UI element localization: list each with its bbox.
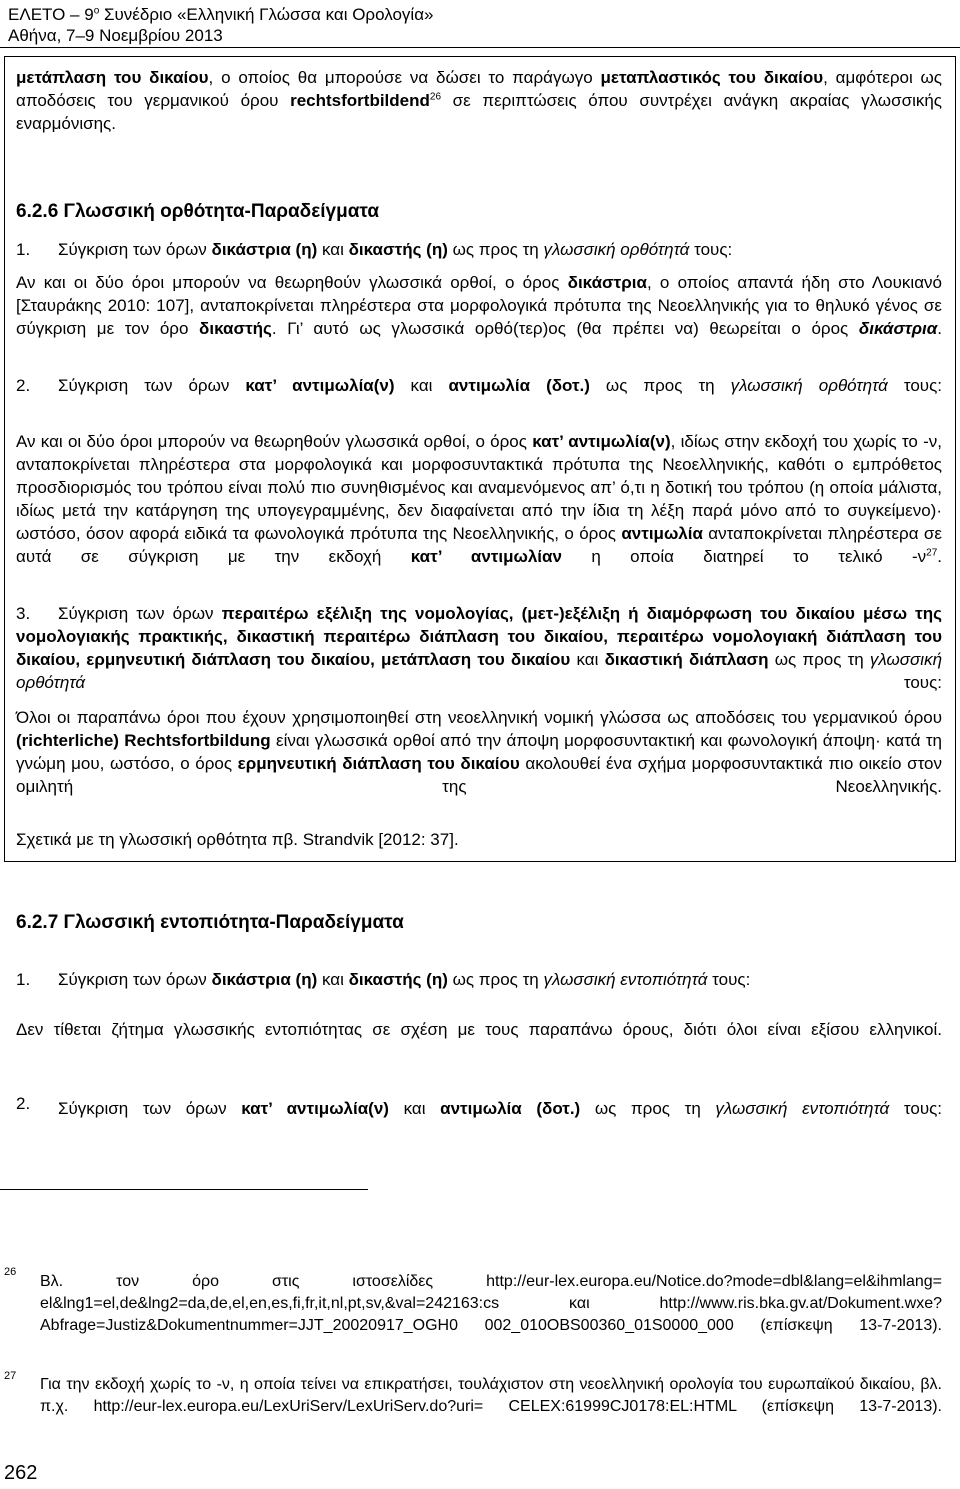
locality-item-2-num: 2.: [16, 1094, 31, 1113]
footnote-rule: [0, 1189, 368, 1190]
footnote-27-marker: 27: [4, 1370, 17, 1382]
item-2-paragraph: Αν και οι δύο όροι μπορούν να θεωρηθούν γλωσσικά ορθοί, ο όρος κατ’ αντιμωλία(ν), ιδίως στην εκδοχή του χωρίς το -ν, ανταποκρίνεται πληρέστερα στα μορφολογικά και μορφοσυντακτικά πρότυπα της Νεοελληνικής, καθότι ο εμπρόθετος προσδιορισμός του τρόπου είναι πολύ πιο συνηθισμένος και αναμενόμενος απ’ ό,τι η δοτική του τρόπου (η οποία μάλιστα, ιδίως μετά την κατάργηση της υπογεγραμμένης, δεν διαφαίνεται από την ίδια τη λέξη παρά μόνο από το συγκείμενο)· ωστόσο, όσον αφορά ειδικά τα φωνολογικά πρότυπα της Νεοελληνικής, ο όρος αντιμωλία ανταποκρίνεται πληρέστερα σε αυτά σε σύγκριση με την εκδοχή κατ’ αντιμωλίαν η οποία διατηρεί το τελικό $-\nu^{27}$.: [16, 432, 942, 566]
section-heading-locality: 6.2.7 Γλωσσική εντοπιότητα-Παραδείγματα: [16, 912, 404, 933]
footnote-26: Βλ. τον όρο στις ιστοσελίδες http://eur-lex.europa.eu/Notice.do?mode=dbl&lang=el&ihmlang= el&lng1=el,de&lng2=da,de,el,en,es,fi,fr,it,nl,pt,sv,&val=242163:cs και http://www.ris.bka.gv.at/Dokument.wxe?Abfrage=Justiz&Dokumentnummer=JJT_20020917_OGH0 002_010OBS00360_01S0000_000 (επίσκεψη 13-7-2013).: [40, 1273, 942, 1334]
locality-item-2-title: Σύγκριση των όρων κατ’ αντιμωλία(ν) και αντιμωλία (δοτ.) ως προς τη γλωσσική εντοπιότητά τους:: [58, 1099, 943, 1118]
item-3-paragraph: Όλοι οι παραπάνω όροι που έχουν χρησιμοποιηθεί στη νεοελληνική νομική γλώσσα ως αποδόσεις του γερμανικού όρου (richterliche) Rechtsfortbildung είναι γλωσσικά ορθοί από την άποψη μορφοσυντακτική και φωνολογική άποψη· κατά τη γνώμη μου, ωστόσο, ο όρος ερμηνευτική διάπλαση του δικαίου ακολουθεί ένα σχήμα μορφοσυντακτικά πιο οικείο στον ομιλητή της Νεοελληνικής.: [16, 708, 942, 796]
item-2-title: Σύγκριση των όρων κατ’ αντιμωλία(ν) και αντιμωλία (δοτ.) ως προς τη γλωσσική ορθότητά τους:: [58, 376, 943, 395]
header-place-date: Αθήνα, 7–9 Νοεμβρίου 2013: [8, 26, 223, 45]
item-1-title: 1. Σύγκριση των όρων δικάστρια (η) και δικαστής (η) ως προς τη γλωσσική ορθότητά τους:: [16, 240, 733, 259]
footnote-27: Για την εκδοχή χωρίς το -ν, η οποία τείνει να επικρατήσει, τουλάχιστον στη νεοελληνική ορολογία του ευρωπαϊκού δικαίου, βλ. π.χ. http://eur-lex.europa.eu/LexUriServ/LexUriServ.do?uri= CELEX:61999CJ0178:EL:HTML (επίσκεψη 13-7-2013).: [40, 1376, 942, 1415]
header-conference: ΕΛΕΤΟ – $9^o$ Συνέδριο «Ελληνική Γλώσσα και Ορολογία»: [8, 5, 434, 24]
item-2-title-num: 2.: [16, 376, 31, 395]
locality-item-1-paragraph: Δεν τίθεται ζήτημα γλωσσικής εντοπιότητας σε σχέση με τους παραπάνω όρους, διότι όλοι είναι εξίσου ελληνικοί.: [16, 1020, 942, 1039]
footnote-26-marker: 26: [4, 1266, 17, 1278]
intro-paragraph: μετάπλαση του δικαίου, ο οποίος θα μπορούσε να δώσει το παράγωγο μεταπλαστικός του δικαίου, αμφότεροι ως αποδόσεις του γερμανικού όρου rechtsfortbildend$^{26}$ σε περιπτώσεις όπου συντρέχει ανάγκη ακραίας γλωσσικής εναρμόνισης.: [16, 68, 942, 133]
running-header: [8, 4, 433, 46]
section-heading-correctness: 6.2.6 Γλωσσική ορθότητα-Παραδείγματα: [16, 201, 380, 222]
item-3-title: 3. Σύγκριση των όρων περαιτέρω εξέλιξη της νομολογίας, (μετ-)εξέλιξη ή διαμόρφωση του δικαίου μέσω της νομολογιακής πρακτικής, δικαστική περαιτέρω διάπλαση του δικαίου, περαιτέρω νομολογιακή διάπλαση του δικαίου, ερμηνευτική διάπλαση του δικαίου, μετάπλαση του δικαίου και δικαστική διάπλαση ως προς τη γλωσσική ορθότητά τους:: [16, 604, 943, 692]
reference-paragraph: Σχετικά με τη γλωσσική ορθότητα πβ. Strandvik [2012: 37].: [16, 830, 459, 849]
item-1-paragraph: Αν και οι δύο όροι μπορούν να θεωρηθούν γλωσσικά ορθοί, ο όρος δικάστρια, ο οποίος απαντά ήδη στο Λουκιανό [Σταυράκης 2010: 107], ανταποκρίνεται πληρέστερα στα μορφολογικά πρότυπα της Νεοελληνικής για το θηλυκό γένος σε σύγκριση με τον όρο δικαστής. Γι’ αυτό ως γλωσσικά ορθό(τερ)ος (θα πρέπει να) θεωρείται ο όρος δικάστρια.: [16, 273, 942, 338]
page-number: 262: [4, 1462, 38, 1484]
locality-item-1-title: 1. Σύγκριση των όρων δικάστρια (η) και δικαστής (η) ως προς τη γλωσσική εντοπιότητά τους:: [16, 970, 751, 989]
header-rule: [0, 47, 960, 48]
